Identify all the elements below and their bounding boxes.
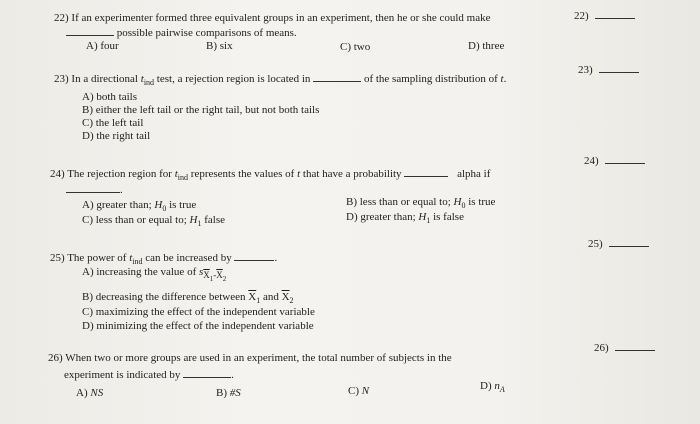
q23-answer[interactable] — [578, 62, 639, 76]
q22-option-c[interactable]: C) two — [340, 41, 371, 53]
q26-option-d-text: n — [494, 380, 500, 392]
q24-option-c-end: false — [201, 214, 226, 226]
q25-stem-end: . — [274, 252, 278, 264]
q26-option-d-prefix: D) — [480, 380, 495, 392]
q26-option-c[interactable] — [348, 385, 369, 398]
q25-option-a-x2: $\overline{X}$ — [216, 270, 223, 280]
q24-option-c[interactable] — [82, 214, 225, 230]
q22-stem-line2-text: possible pairwise comparisons of means. — [116, 27, 297, 39]
q23-answer-blank[interactable] — [599, 62, 639, 73]
q25-option-b-i2: 2 — [289, 296, 294, 306]
q25-option-a-i2: 2 — [222, 274, 227, 283]
q24-option-d[interactable] — [346, 211, 464, 227]
q24-option-d-text: D) greater than; — [346, 211, 419, 223]
q25-option-b-i1: 1 — [256, 296, 261, 306]
q23-stem-end: . — [503, 73, 507, 85]
q26-option-a-prefix: A) — [76, 387, 91, 399]
q22-answer-blank[interactable] — [595, 8, 635, 19]
q25-option-a-s: s — [198, 266, 204, 278]
q24-option-d-h: H — [418, 211, 427, 223]
q23-option-a[interactable]: A) both tails — [82, 91, 137, 103]
q25-option-b[interactable] — [82, 291, 294, 307]
q25-answer[interactable] — [588, 236, 649, 250]
q25-option-a-x1: $\overline{X}$ — [203, 270, 210, 280]
q24-sub: ind — [177, 173, 189, 183]
q22-option-d[interactable]: D) three — [468, 40, 505, 52]
q23-answer-label: 23) — [578, 64, 593, 76]
q26-answer[interactable] — [594, 340, 655, 354]
q26-stem-line2 — [64, 367, 234, 382]
q26-option-c-text: N — [361, 385, 370, 397]
q24-option-c-sub: 1 — [197, 219, 202, 229]
q26-option-d-sub: A — [499, 385, 505, 395]
q22-answer[interactable] — [574, 8, 635, 22]
q24-blank-2[interactable] — [66, 182, 120, 193]
q24-option-b-text: B) less than or equal to; — [346, 196, 454, 208]
q23-stem-c: of the sampling distribution of — [363, 73, 501, 85]
q24-option-a[interactable] — [82, 199, 196, 215]
q26-answer-label: 26) — [594, 342, 609, 354]
q24-stem-line2 — [66, 182, 123, 197]
q26-stem-line2-text: experiment is indicated by — [64, 369, 181, 381]
q26-answer-blank[interactable] — [615, 340, 655, 351]
q25-stem-a: 25) The power of — [50, 252, 130, 264]
q24-option-c-h: H — [189, 214, 198, 226]
q23-blank[interactable] — [313, 71, 361, 82]
q24-option-a-text: A) greater than; — [82, 199, 155, 211]
q24-alpha: alpha if — [457, 168, 491, 180]
q24-stem-c: that have a probability — [300, 168, 402, 180]
q24-option-b-end: is true — [465, 196, 496, 208]
q26-option-a[interactable] — [76, 387, 103, 400]
q24-option-a-sub: 0 — [162, 204, 167, 214]
q25-sub: ind — [132, 257, 143, 267]
q22-stem-line1: 22) If an experimenter formed three equivalent groups in an experiment, then he or she could make — [54, 12, 491, 24]
q25-option-b-x1: $\overline{X}$ — [248, 291, 257, 303]
q24-stem-b: represents the values of — [188, 168, 298, 180]
q23-stem-t: t — [500, 73, 504, 85]
q24-option-d-sub: 1 — [426, 216, 431, 226]
q24-answer-blank[interactable] — [605, 153, 645, 164]
q23-stem-b: test, a rejection region is located in — [154, 73, 311, 85]
q23-t: t — [140, 73, 144, 85]
q22-option-b[interactable]: B) six — [206, 40, 233, 52]
q25-answer-blank[interactable] — [609, 236, 649, 247]
q26-stem-line1: 26) When two or more groups are used in an experiment, the total number of subjects in the — [48, 352, 452, 364]
q22-blank[interactable] — [66, 25, 114, 36]
q25-option-b-and: and — [260, 291, 282, 303]
q24-dot: . — [120, 184, 123, 196]
q24-t: t — [174, 168, 178, 180]
q25-answer-label: 25) — [588, 238, 603, 250]
q23-sub: ind — [143, 78, 155, 88]
q26-option-a-text: NS — [90, 387, 104, 399]
q26-option-d[interactable] — [480, 380, 505, 396]
q25-option-a[interactable] — [82, 266, 226, 286]
q24-option-a-end: is true — [166, 199, 197, 211]
q26-option-b[interactable] — [216, 387, 241, 400]
q22-stem-line2 — [66, 25, 297, 40]
q25-blank[interactable] — [234, 250, 274, 261]
q26-option-b-text: #S — [229, 387, 241, 399]
q24-answer-label: 24) — [584, 155, 599, 167]
q23-stem-a: 23) In a directional — [54, 73, 141, 85]
q22-answer-label: 22) — [574, 10, 589, 22]
q24-stem-a: 24) The rejection region for — [50, 168, 175, 180]
q25-option-a-i1: 1 — [209, 274, 214, 283]
q26-blank[interactable] — [183, 367, 231, 378]
q24-option-c-text: C) less than or equal to; — [82, 214, 190, 226]
q23-stem — [54, 71, 506, 89]
q24-blank-1[interactable] — [404, 166, 448, 177]
q24-option-b-sub: 0 — [461, 201, 466, 211]
q26-option-b-prefix: B) — [216, 387, 230, 399]
q25-t: t — [129, 252, 133, 264]
q24-stem-t: t — [297, 168, 301, 180]
q26-stem-end: . — [231, 369, 234, 381]
q23-option-b[interactable]: B) either the left tail or the right tail, but not both tails — [82, 104, 320, 116]
q25-option-b-text: B) decreasing the difference between — [82, 291, 249, 303]
q25-option-d[interactable]: D) minimizing the effect of the independent variable — [82, 320, 314, 332]
q24-option-b[interactable] — [346, 196, 495, 212]
q25-stem-b: can be increased by — [142, 252, 232, 264]
q25-option-a-text: A) increasing the value of — [82, 266, 199, 278]
q25-option-a-minus: - — [213, 270, 217, 280]
q23-option-d[interactable]: D) the right tail — [82, 130, 151, 142]
q24-answer[interactable] — [584, 153, 645, 167]
q24-option-d-end: is false — [430, 211, 464, 223]
q25-option-c[interactable]: C) maximizing the effect of the independent variable — [82, 306, 315, 318]
q25-option-b-x2: $\overline{X}$ — [281, 291, 290, 303]
q26-option-c-prefix: C) — [348, 385, 362, 397]
q22-option-a[interactable]: A) four — [86, 40, 119, 52]
q24-option-b-h: H — [453, 196, 462, 208]
q25-option-a-subscript — [203, 270, 227, 283]
q24-option-a-h: H — [154, 199, 163, 211]
q23-option-c[interactable]: C) the left tail — [82, 117, 144, 129]
